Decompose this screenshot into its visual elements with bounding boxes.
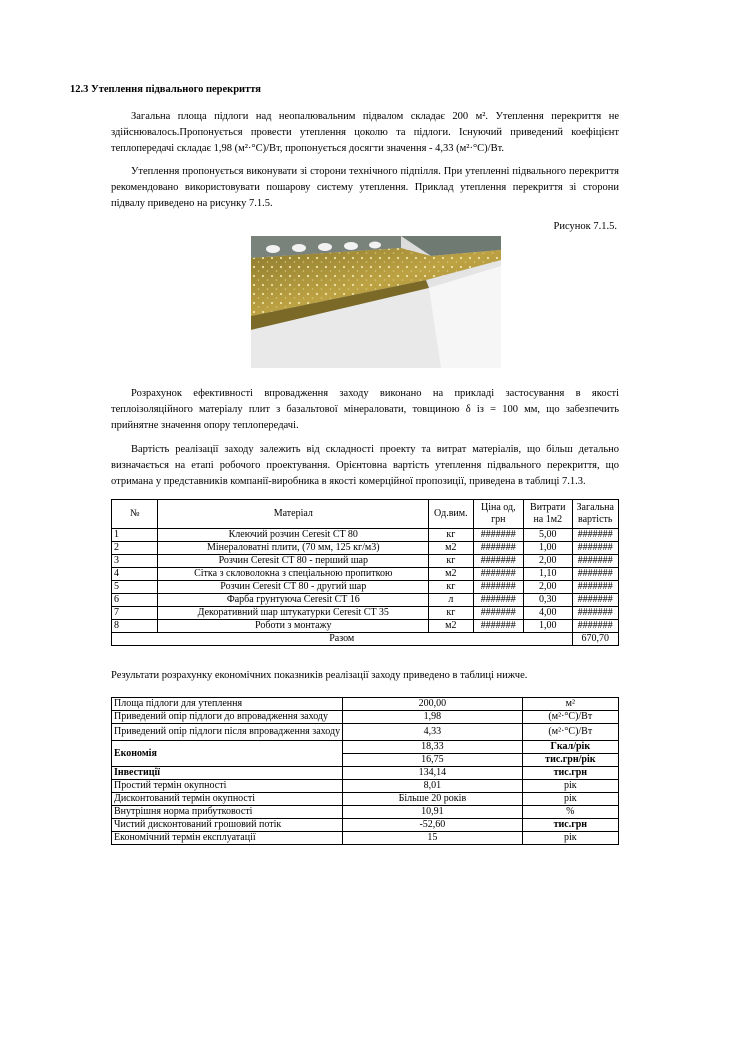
economic-indicators-table xyxy=(111,697,619,845)
column-header: Загальна вартість xyxy=(572,500,619,529)
material-total: ####### xyxy=(572,620,619,633)
indicator-unit: (м²·°С)/Вт xyxy=(522,711,618,724)
material-unit: кг xyxy=(429,607,473,620)
indicator-value: 8,01 xyxy=(343,780,523,793)
insulation-figure xyxy=(251,236,501,368)
indicator-label: Площа підлоги для утеплення xyxy=(112,698,343,711)
table-row xyxy=(112,741,619,754)
table-row xyxy=(112,568,619,581)
indicator-value: 10,91 xyxy=(343,806,523,819)
row-number: 7 xyxy=(112,607,158,620)
table-row xyxy=(112,767,619,780)
indicator-label: Приведений опір підлоги після впровадження заходу xyxy=(112,724,343,741)
material-unit: кг xyxy=(429,555,473,568)
row-number: 6 xyxy=(112,594,158,607)
row-number: 8 xyxy=(112,620,158,633)
material-price: ####### xyxy=(473,568,523,581)
material-price: ####### xyxy=(473,581,523,594)
indicator-label: Дисконтований термін окупності xyxy=(112,793,343,806)
indicator-unit: рік xyxy=(522,780,618,793)
material-price: ####### xyxy=(473,542,523,555)
investment-label: Інвестиції xyxy=(112,767,343,780)
table-row xyxy=(112,832,619,845)
table-row xyxy=(112,620,619,633)
material-usage: 1,10 xyxy=(524,568,572,581)
material-name: Фарба грунтуюча Ceresit CT 16 xyxy=(158,594,429,607)
material-total: ####### xyxy=(572,555,619,568)
column-header: Матеріал xyxy=(158,500,429,529)
section-heading: 12.3 Утеплення підвального перекриття xyxy=(70,84,261,95)
table-row xyxy=(112,555,619,568)
indicator-unit: м² xyxy=(522,698,618,711)
table-row xyxy=(112,581,619,594)
material-name: Клеючий розчин Ceresit CT 80 xyxy=(158,529,429,542)
row-number: 1 xyxy=(112,529,158,542)
material-unit: м2 xyxy=(429,542,473,555)
material-price: ####### xyxy=(473,620,523,633)
material-name: Розчин Ceresit CT 80 - перший шар xyxy=(158,555,429,568)
material-usage: 2,00 xyxy=(524,581,572,594)
material-name: Декоративний шар штукатурки Ceresit CT 35 xyxy=(158,607,429,620)
material-name: Роботи з монтажу xyxy=(158,620,429,633)
row-number: 2 xyxy=(112,542,158,555)
material-total: ####### xyxy=(572,529,619,542)
indicator-label: Приведений опір підлоги до впровадження заходу xyxy=(112,711,343,724)
material-unit: кг xyxy=(429,581,473,594)
total-label: Разом xyxy=(112,633,573,646)
table-row xyxy=(112,711,619,724)
table-row xyxy=(112,780,619,793)
indicator-value: 15 xyxy=(343,832,523,845)
material-usage: 5,00 xyxy=(524,529,572,542)
table-row xyxy=(112,819,619,832)
economy-unit-money: тис.грн/рік xyxy=(522,754,618,767)
table-row xyxy=(112,529,619,542)
material-unit: кг xyxy=(429,529,473,542)
material-total: ####### xyxy=(572,542,619,555)
economy-value-energy: 18,33 xyxy=(343,741,523,754)
material-price: ####### xyxy=(473,529,523,542)
indicator-label: Внутрішня норма прибутковості xyxy=(112,806,343,819)
results-note: Результати розрахунку економічних показників реалізації заходу приведено в таблиці нижче. xyxy=(111,670,528,681)
material-total: ####### xyxy=(572,594,619,607)
material-total: ####### xyxy=(572,581,619,594)
table-row xyxy=(112,793,619,806)
paragraph-calculation: Розрахунок ефективності впровадження заходу виконано на прикладі застосування в якості теплоізоляційного матеріалу плит з базальтової мінераловати, товщиною δ із = 100 мм, що забезпечить прийнятне значення опору теплопередачі. xyxy=(111,388,619,431)
indicator-label: Чистий дисконтований грошовий потік xyxy=(112,819,343,832)
material-usage: 1,00 xyxy=(524,542,572,555)
material-usage: 2,00 xyxy=(524,555,572,568)
material-price: ####### xyxy=(473,555,523,568)
table-row xyxy=(112,806,619,819)
indicator-label: Простий термін окупності xyxy=(112,780,343,793)
table-row xyxy=(112,607,619,620)
material-name: Мінераловатні плити, (70 мм, 125 кг/м3) xyxy=(158,542,429,555)
material-usage: 1,00 xyxy=(524,620,572,633)
row-number: 3 xyxy=(112,555,158,568)
column-header: Ціна од, грн xyxy=(473,500,523,529)
table-row xyxy=(112,594,619,607)
material-total: ####### xyxy=(572,607,619,620)
indicator-unit: % xyxy=(522,806,618,819)
paragraph-cost: Вартість реалізації заходу залежить від складності проекту та витрат матеріалів, що більш детально визначається на етапі робочого проектування. Орієнтовна вартість утеплення підвального перекриття, що отримана у представників компанії-виробника в якості комерційної пропозиції, приведена в таблиці 7.1.3. xyxy=(111,444,619,487)
material-unit: м2 xyxy=(429,620,473,633)
material-name: Сітка з скловолокна з спеціальною пропиткою xyxy=(158,568,429,581)
indicator-unit: (м²·°С)/Вт xyxy=(522,724,618,741)
indicator-value: 200,00 xyxy=(343,698,523,711)
material-usage: 4,00 xyxy=(524,607,572,620)
material-usage: 0,30 xyxy=(524,594,572,607)
table-row xyxy=(112,542,619,555)
table-header-row xyxy=(112,500,619,529)
indicator-label: Економічний термін експлуатації xyxy=(112,832,343,845)
indicator-unit: рік xyxy=(522,832,618,845)
economy-value-money: 16,75 xyxy=(343,754,523,767)
paragraph-floor-area: Загальна площа підлоги над неопалювальним підвалом складає 200 м². Утеплення перекриття не здійснювалось.Пропонується провести утеплення цоколю та підлоги. Існуючий приведений коефіцієнт теплопередачі складає 1,98 (м²·°С)/Вт, пропонується досягти значення - 4,33 (м²·°С)/Вт. xyxy=(111,111,619,154)
total-value: 670,70 xyxy=(572,633,619,646)
material-price: ####### xyxy=(473,607,523,620)
table-row xyxy=(112,698,619,711)
indicator-unit: тис.грн xyxy=(522,819,618,832)
material-price: ####### xyxy=(473,594,523,607)
material-total: ####### xyxy=(572,568,619,581)
indicator-value: 1,98 xyxy=(343,711,523,724)
insulation-illustration xyxy=(251,236,501,368)
paragraph-insulation-method: Утеплення пропонується виконувати зі сторони технічного підпілля. При утепленні підвального перекриття рекомендовано використовувати пошарову систему утеплення. Приклад утеплення перекриття зі сторони підвалу приведено на рисунку 7.1.5. xyxy=(111,166,619,209)
investment-value: 134,14 xyxy=(343,767,523,780)
economy-unit-energy: Гкал/рік xyxy=(522,741,618,754)
material-unit: л xyxy=(429,594,473,607)
row-number: 4 xyxy=(112,568,158,581)
column-header: Витрати на 1м2 xyxy=(524,500,572,529)
economy-label: Економія xyxy=(112,741,343,767)
table-total-row xyxy=(112,633,619,646)
row-number: 5 xyxy=(112,581,158,594)
materials-table xyxy=(111,499,619,646)
column-header: Од.вим. xyxy=(429,500,473,529)
indicator-value: Більше 20 років xyxy=(343,793,523,806)
figure-caption: Рисунок 7.1.5. xyxy=(553,221,617,232)
investment-unit: тис.грн xyxy=(522,767,618,780)
material-unit: м2 xyxy=(429,568,473,581)
indicator-value: 4,33 xyxy=(343,724,523,741)
column-header: № xyxy=(112,500,158,529)
indicator-unit: рік xyxy=(522,793,618,806)
table-row xyxy=(112,724,619,741)
material-name: Розчин Ceresit CT 80 - другий шар xyxy=(158,581,429,594)
indicator-value: -52,60 xyxy=(343,819,523,832)
